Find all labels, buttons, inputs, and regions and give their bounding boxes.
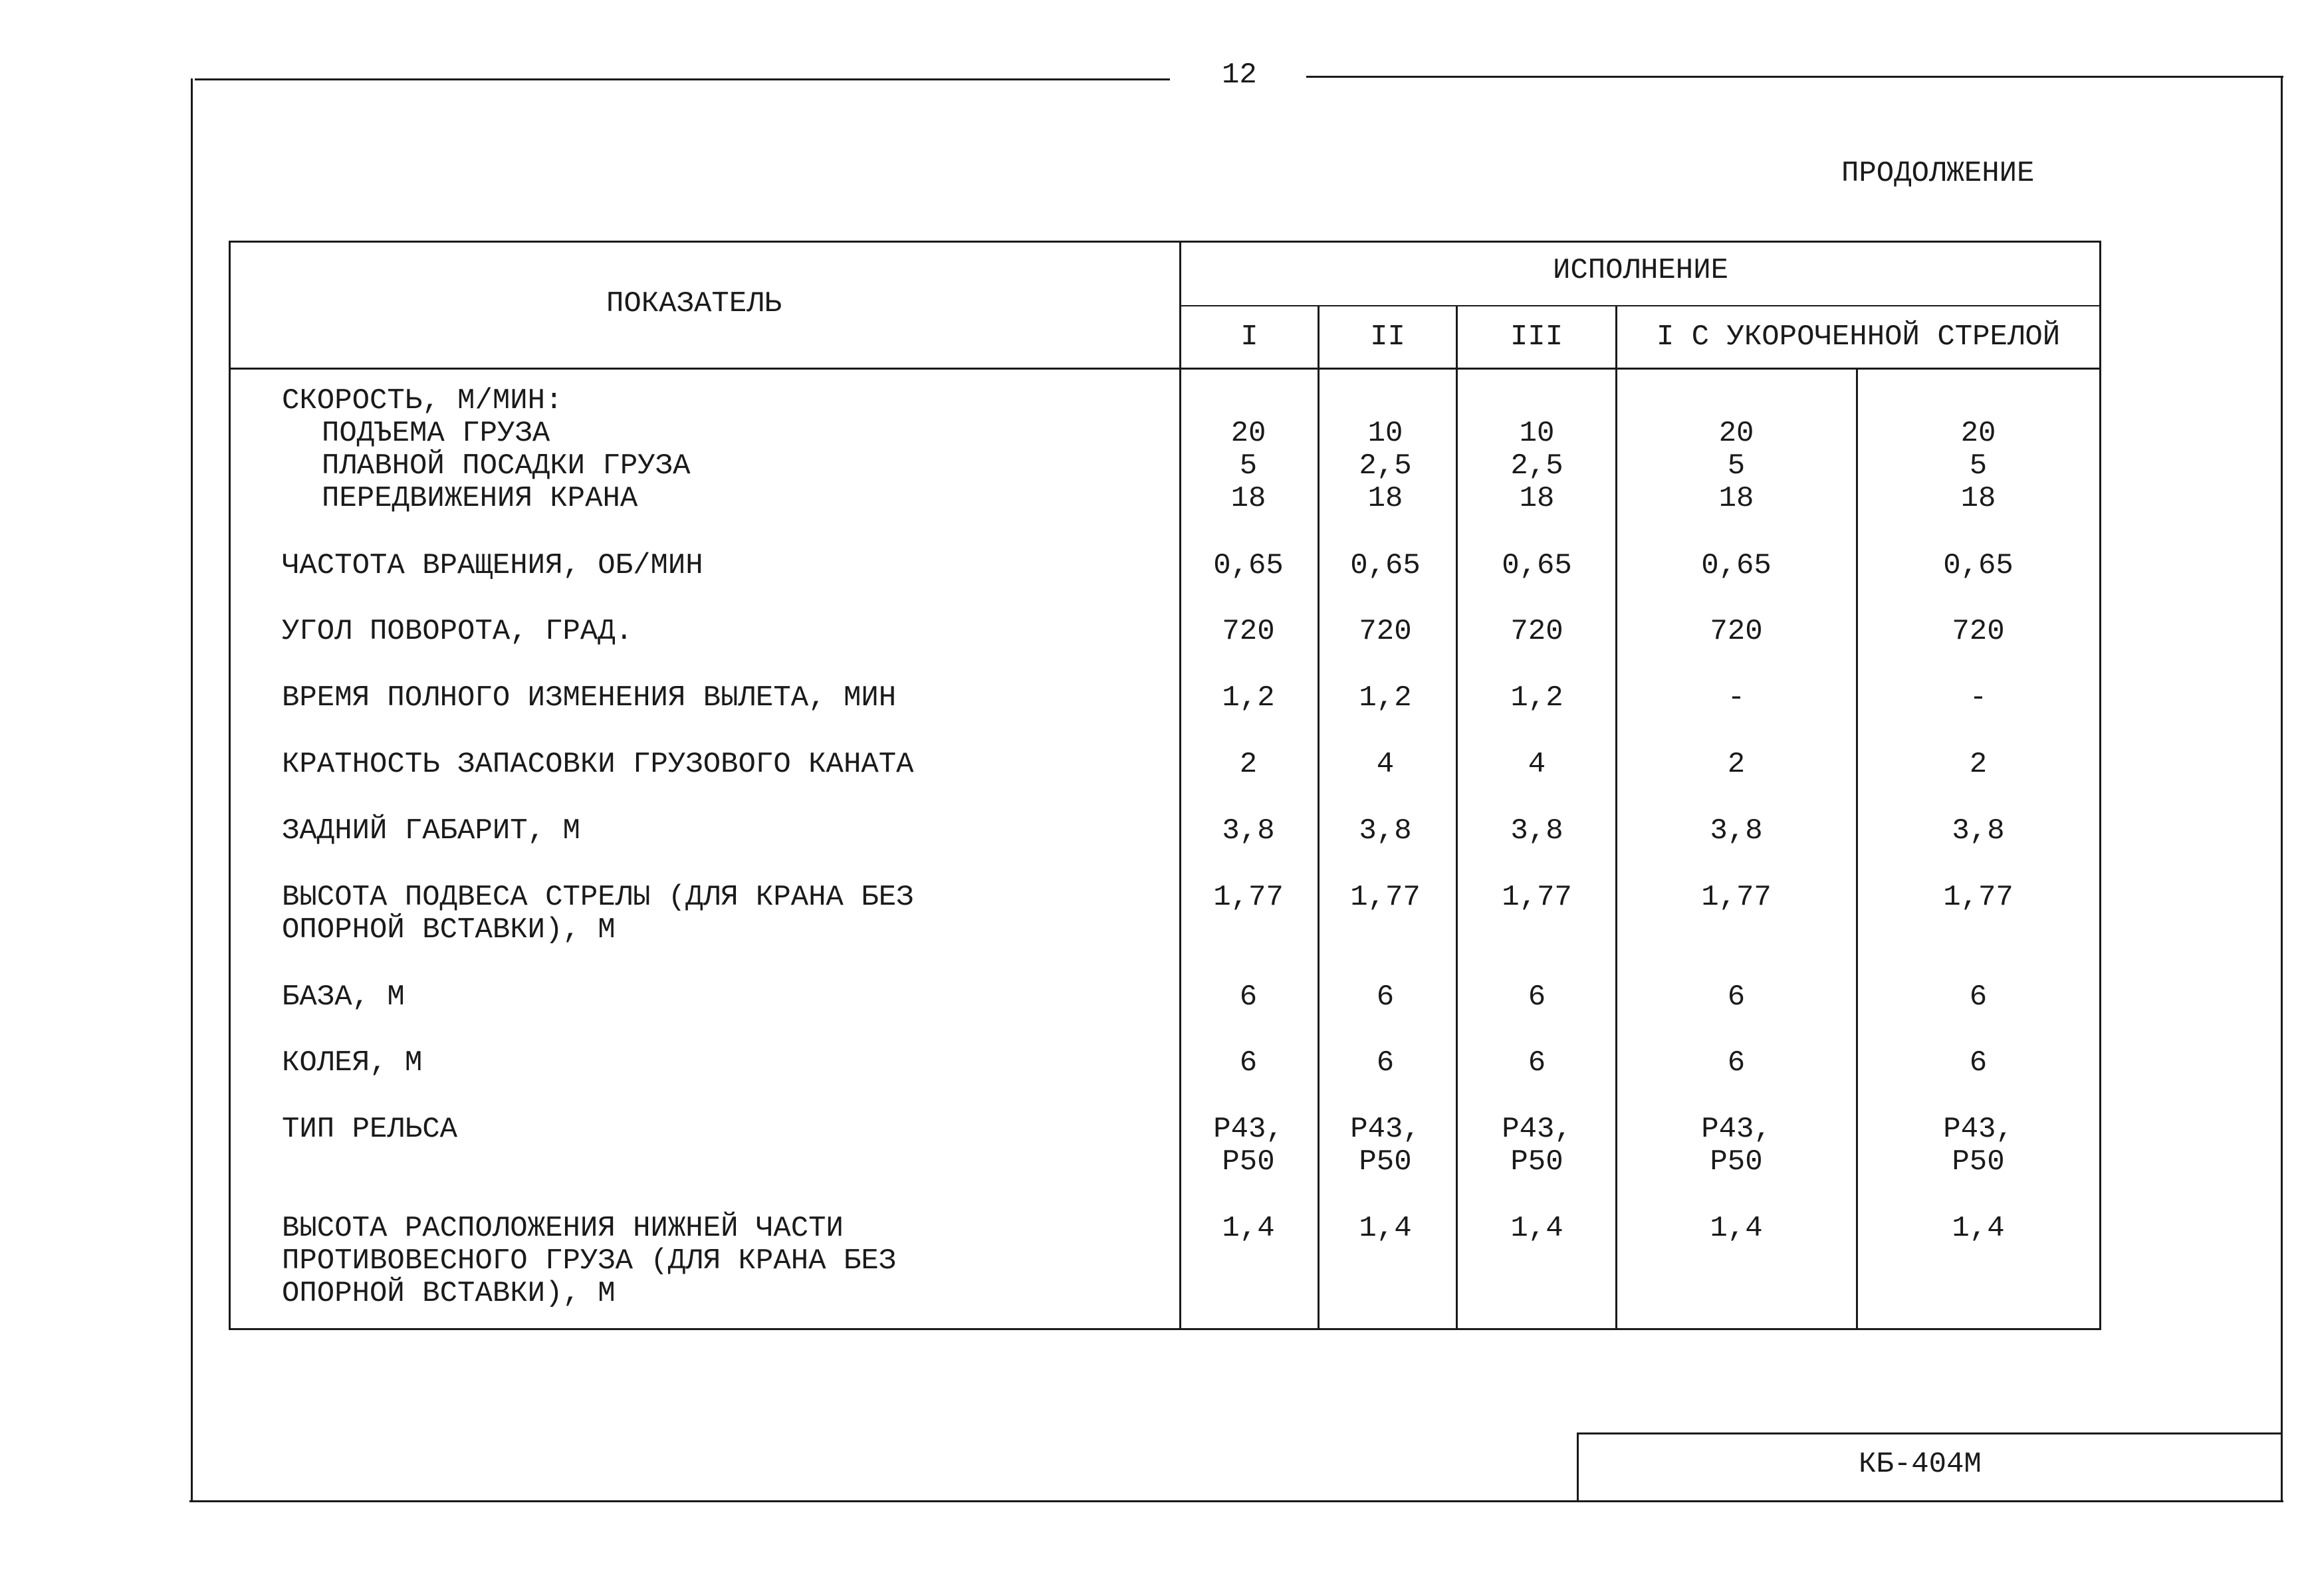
cell-speed-smooth-col-3: 2,5	[1510, 449, 1563, 483]
cell-speed-lift-col-3: 10	[1519, 417, 1555, 450]
cell-boom-height-col-4: 1,77	[1701, 881, 1772, 914]
column-divider-5	[1856, 369, 1858, 1330]
cell-speed-smooth-col-2: 2,5	[1359, 449, 1412, 483]
cell-reeving-col-1: 2	[1239, 748, 1258, 781]
cell-speed-travel-col-2: 18	[1367, 482, 1403, 515]
cell-rotation-freq-col-1: 0,65	[1213, 549, 1284, 582]
cell-reeving-col-2: 4	[1376, 748, 1395, 781]
table-left-border	[229, 241, 231, 1330]
cell-rotation-angle-col-3: 720	[1510, 615, 1563, 648]
cell-rotation-freq-col-5: 0,65	[1943, 549, 2014, 582]
cell-speed-lift-col-4: 20	[1718, 417, 1754, 450]
cell-counterweight-col-5: 1,4	[1952, 1212, 2005, 1245]
cell-rail-type-1-col-4: Р43,	[1701, 1113, 1772, 1146]
cell-rear-clearance-col-5: 3,8	[1952, 814, 2005, 848]
label-track: КОЛЕЯ, М	[282, 1046, 423, 1080]
label-reach-time: ВРЕМЯ ПОЛНОГО ИЗМЕНЕНИЯ ВЫЛЕТА, МИН	[282, 681, 897, 715]
cell-track-col-1: 6	[1239, 1046, 1258, 1080]
cell-base-col-5: 6	[1969, 980, 1988, 1014]
cell-counterweight-col-2: 1,4	[1359, 1212, 1412, 1245]
header-group: ИСПОЛНЕНИЕ	[1552, 254, 1729, 287]
table-top-border	[229, 241, 2101, 243]
cell-rotation-angle-col-1: 720	[1222, 615, 1275, 648]
cell-rotation-angle-col-4: 720	[1710, 615, 1763, 648]
cell-rail-type-2-col-2: Р50	[1359, 1145, 1412, 1179]
cell-reach-time-col-3: 1,2	[1510, 681, 1563, 715]
header-col-4: I С УКОРОЧЕННОЙ СТРЕЛОЙ	[1656, 320, 2061, 354]
cell-speed-smooth-col-1: 5	[1239, 449, 1258, 483]
cell-speed-travel-col-1: 18	[1230, 482, 1266, 515]
cell-rear-clearance-col-4: 3,8	[1710, 814, 1763, 848]
table-right-border	[2099, 241, 2101, 1330]
label-speed-smooth: ПЛАВНОЙ ПОСАДКИ ГРУЗА	[322, 449, 691, 483]
header-col-3: III	[1510, 320, 1563, 354]
frame-top-right-line	[1306, 76, 2283, 78]
cell-rotation-freq-col-2: 0,65	[1350, 549, 1421, 582]
cell-counterweight-col-1: 1,4	[1222, 1212, 1275, 1245]
cell-base-col-4: 6	[1727, 980, 1746, 1014]
cell-track-col-3: 6	[1528, 1046, 1546, 1080]
cell-reach-time-col-2: 1,2	[1359, 681, 1412, 715]
frame-right-line	[2281, 76, 2283, 1502]
cell-rail-type-2-col-5: Р50	[1952, 1145, 2005, 1179]
cell-rotation-angle-col-5: 720	[1952, 615, 2005, 648]
cell-speed-lift-col-1: 20	[1230, 417, 1266, 450]
cell-speed-lift-col-2: 10	[1367, 417, 1403, 450]
cell-rail-type-1-col-3: Р43,	[1502, 1113, 1572, 1146]
label-counterweight-3: ОПОРНОЙ ВСТАВКИ), М	[282, 1277, 616, 1310]
cell-base-col-2: 6	[1376, 980, 1395, 1014]
header-bottom-border	[229, 368, 2101, 370]
label-boom-height-1: ВЫСОТА ПОДВЕСА СТРЕЛЫ (ДЛЯ КРАНА БЕЗ	[282, 881, 914, 914]
cell-speed-travel-col-3: 18	[1519, 482, 1555, 515]
column-divider-4	[1615, 305, 1617, 1330]
label-speed-title: СКОРОСТЬ, М/МИН:	[282, 384, 563, 417]
cell-reach-time-col-1: 1,2	[1222, 681, 1275, 715]
cell-rear-clearance-col-1: 3,8	[1222, 814, 1275, 848]
label-rail-type: ТИП РЕЛЬСА	[282, 1113, 458, 1146]
header-col-1: I	[1240, 320, 1258, 354]
label-rotation-angle: УГОЛ ПОВОРОТА, ГРАД.	[282, 615, 633, 648]
label-reeving: КРАТНОСТЬ ЗАПАСОВКИ ГРУЗОВОГО КАНАТА	[282, 748, 914, 781]
cell-track-col-2: 6	[1376, 1046, 1395, 1080]
cell-boom-height-col-5: 1,77	[1943, 881, 2014, 914]
stamp-box-left-line	[1577, 1432, 1579, 1501]
cell-rail-type-1-col-5: Р43,	[1943, 1113, 2014, 1146]
table-bottom-border	[229, 1328, 2101, 1330]
page-number: 12	[1222, 58, 1257, 92]
cell-rotation-freq-col-4: 0,65	[1701, 549, 1772, 582]
cell-rail-type-2-col-3: Р50	[1510, 1145, 1563, 1179]
cell-speed-smooth-col-4: 5	[1727, 449, 1746, 483]
cell-speed-travel-col-5: 18	[1960, 482, 1996, 515]
label-base: БАЗА, М	[282, 980, 405, 1014]
cell-base-col-1: 6	[1239, 980, 1258, 1014]
cell-rotation-angle-col-2: 720	[1359, 615, 1412, 648]
stamp-box-top-line	[1577, 1432, 2283, 1434]
cell-reeving-col-5: 2	[1969, 748, 1988, 781]
frame-left-line	[191, 78, 193, 1502]
stamp-text: КБ-404М	[1859, 1448, 1982, 1481]
cell-reach-time-col-5: -	[1969, 681, 1988, 715]
label-rotation-freq: ЧАСТОТА ВРАЩЕНИЯ, ОБ/МИН	[282, 549, 703, 582]
cell-rear-clearance-col-3: 3,8	[1510, 814, 1563, 848]
cell-rotation-freq-col-3: 0,65	[1502, 549, 1572, 582]
continuation-label: ПРОДОЛЖЕНИЕ	[1841, 157, 2035, 190]
cell-rear-clearance-col-2: 3,8	[1359, 814, 1412, 848]
cell-reeving-col-4: 2	[1727, 748, 1746, 781]
header-col-2: II	[1370, 320, 1405, 354]
label-counterweight-1: ВЫСОТА РАСПОЛОЖЕНИЯ НИЖНЕЙ ЧАСТИ	[282, 1212, 844, 1245]
cell-rail-type-1-col-1: Р43,	[1213, 1113, 1284, 1146]
cell-counterweight-col-4: 1,4	[1710, 1212, 1763, 1245]
frame-top-left-line	[195, 78, 1170, 80]
cell-reeving-col-3: 4	[1528, 748, 1546, 781]
cell-counterweight-col-3: 1,4	[1510, 1212, 1563, 1245]
cell-track-col-5: 6	[1969, 1046, 1988, 1080]
cell-speed-travel-col-4: 18	[1718, 482, 1754, 515]
label-speed-travel: ПЕРЕДВИЖЕНИЯ КРАНА	[322, 482, 638, 515]
cell-boom-height-col-1: 1,77	[1213, 881, 1284, 914]
cell-rail-type-2-col-1: Р50	[1222, 1145, 1275, 1179]
cell-speed-smooth-col-5: 5	[1969, 449, 1988, 483]
cell-rail-type-2-col-4: Р50	[1710, 1145, 1763, 1179]
cell-rail-type-1-col-2: Р43,	[1350, 1113, 1421, 1146]
cell-boom-height-col-3: 1,77	[1502, 881, 1572, 914]
cell-base-col-3: 6	[1528, 980, 1546, 1014]
label-boom-height-2: ОПОРНОЙ ВСТАВКИ), М	[282, 913, 616, 947]
cell-track-col-4: 6	[1727, 1046, 1746, 1080]
label-speed-lift: ПОДЪЕМА ГРУЗА	[322, 417, 550, 450]
frame-bottom-line	[189, 1500, 2283, 1502]
header-indicator: ПОКАЗАТЕЛЬ	[606, 287, 782, 320]
cell-reach-time-col-4: -	[1727, 681, 1746, 715]
cell-speed-lift-col-5: 20	[1960, 417, 1996, 450]
label-counterweight-2: ПРОТИВОВЕСНОГО ГРУЗА (ДЛЯ КРАНА БЕЗ	[282, 1244, 897, 1278]
cell-boom-height-col-2: 1,77	[1350, 881, 1421, 914]
label-rear-clearance: ЗАДНИЙ ГАБАРИТ, М	[282, 814, 580, 848]
